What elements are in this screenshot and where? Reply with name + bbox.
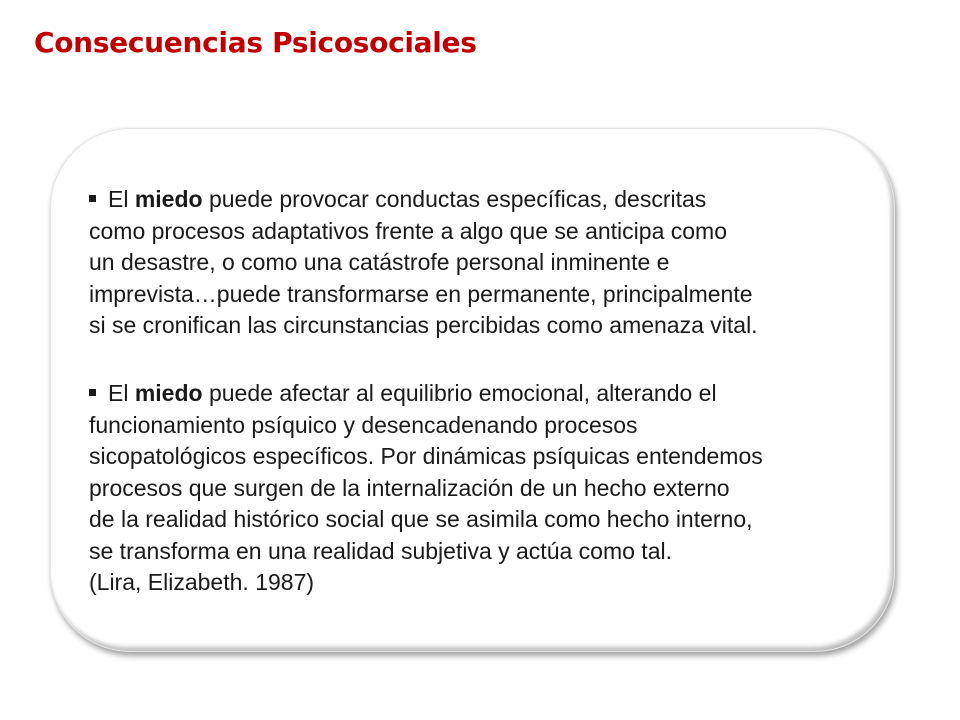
paragraph-line: procesos que surgen de la internalización de un hecho externo [89,474,730,501]
bullet-paragraph [89,184,869,342]
paragraph-line: un desastre, o como una catástrofe personal inminente e [89,249,670,275]
line-text: El [108,186,135,212]
paragraph-line: funcionamiento psíquico y desencadenando procesos [89,411,638,438]
square-bullet-icon [89,195,96,202]
paragraph-line: de la realidad histórico social que se asimila como hecho interno, [89,506,753,532]
keyword-miedo: miedo [134,186,203,212]
square-bullet-icon [89,389,96,396]
keyword-miedo: miedo [134,380,203,406]
slide-title: Consecuencias Psicosociales [34,26,477,59]
citation: (Lira, Elizabeth. 1987) [89,569,315,595]
line-text: El [108,380,135,406]
paragraph-line: imprevista…puede transformarse en permanente, principalmente [89,280,753,307]
paragraph-line: se transforma en una realidad subjetiva y actúa como tal. [89,537,672,564]
line-text: puede provocar conductas específicas, descritas [202,186,707,212]
bullet-paragraph [89,378,869,599]
paragraph-line: sicopatológicos específicos. Por dinámicas psíquicas entendemos [89,443,763,469]
paragraph-line [89,184,869,216]
line-text: puede afectar al equilibrio emocional, alterando el [202,380,717,406]
paragraph-line: si se cronifican las circunstancias percibidas como amenaza vital. [89,312,758,338]
paragraph-line: como procesos adaptativos frente a algo que se anticipa como [89,217,727,244]
paragraph-line [89,378,869,410]
